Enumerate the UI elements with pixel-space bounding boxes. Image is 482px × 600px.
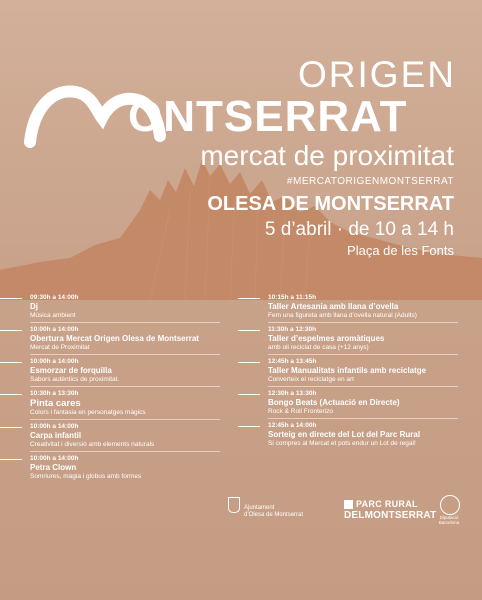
- divider: [30, 451, 220, 452]
- schedule-time: 12:30h a 13:30h: [268, 390, 317, 397]
- bullet-dash-icon: [238, 298, 260, 299]
- divider: [268, 386, 458, 387]
- schedule-item: [268, 358, 468, 384]
- brand-tagline: mercat de proximitat: [200, 140, 454, 171]
- divider: [30, 322, 220, 323]
- parc-rural-logo: [344, 499, 437, 525]
- schedule-title: Taller d’espelmes aromàtiques: [268, 334, 385, 343]
- bullet-dash-icon: [0, 330, 22, 331]
- schedule-time: 10:00h a 14:00h: [30, 423, 79, 430]
- bullet-dash-icon: [0, 394, 22, 395]
- schedule-item: [30, 326, 230, 352]
- schedule-right-column: [268, 294, 468, 454]
- bullet-dash-icon: [0, 362, 22, 363]
- diputacio-emblem-icon: [440, 495, 460, 515]
- schedule-time: 10:30h a 13:30h: [30, 390, 79, 397]
- schedule-time: 12:45h a 14:00h: [268, 422, 317, 429]
- schedule-title: Sorteig en directe del Lot del Parc Rural: [268, 430, 421, 439]
- schedule-item: [268, 294, 468, 320]
- bullet-dash-icon: [0, 298, 22, 299]
- event-town: OLESA DE MONTSERRAT: [207, 193, 454, 215]
- schedule-desc: Colors i fantasia en personatges màgics: [30, 409, 146, 416]
- schedule-time: 12:45h a 13:45h: [268, 358, 317, 365]
- schedule-desc: Música ambient: [30, 312, 76, 319]
- schedule-desc: Si compres al Mercat et pots endur un Lot de regal!: [268, 440, 416, 447]
- schedule-time: 10:00h a 14:00h: [30, 326, 79, 333]
- schedule-desc: Somriures, màgia i globus amb formes: [30, 473, 142, 480]
- logo-text: PARC RURAL: [356, 499, 418, 509]
- brand-montserrat-word: ONTSERRAT: [128, 92, 408, 141]
- schedule-desc: Rock & Roll Fronterizo: [268, 408, 334, 415]
- divider: [268, 354, 458, 355]
- schedule-title: Obertura Mercat Origen Olesa de Montserrat: [30, 334, 199, 343]
- event-date: 5 d’abril · de 10 a 14 h: [264, 219, 454, 240]
- bullet-dash-icon: [238, 362, 260, 363]
- schedule-desc: Converteix el reciclatge en art: [268, 376, 354, 383]
- brand-origen-word: ORIGEN: [298, 54, 456, 95]
- schedule-desc: Mercat de Proximitat: [30, 344, 90, 351]
- schedule-item: [30, 423, 230, 449]
- schedule-time: 09:30h a 14:00h: [30, 294, 79, 301]
- schedule-title: Taller Artesania amb llana d’ovella: [268, 302, 399, 311]
- schedule-desc: Creativitat i diversió amb elements naturals: [30, 441, 155, 448]
- crest-icon: [228, 497, 240, 513]
- schedule-time: 11:30h a 12:30h: [268, 326, 317, 333]
- schedule-left-column: [30, 294, 230, 487]
- schedule-title: Bongo Beats (Actuació en Directe): [268, 398, 400, 407]
- schedule-item: [268, 326, 468, 352]
- divider: [268, 418, 458, 419]
- schedule-item: [30, 455, 230, 481]
- schedule-time: 10:00h a 14:00h: [30, 455, 79, 462]
- logo-text: Diputació: [439, 515, 459, 520]
- schedule-title: Esmorzar de forquilla: [30, 366, 112, 375]
- schedule-desc: amb oli reciclat de casa (+12 anys): [268, 344, 369, 351]
- diputacio-barcelona-logo: [432, 495, 466, 529]
- ajuntament-olesa-logo: [226, 495, 316, 527]
- divider: [30, 354, 220, 355]
- schedule-title: Pinta cares: [30, 398, 81, 409]
- schedule-desc: Fem una figureta amb llana d’ovella natural (Adults): [268, 312, 417, 319]
- logo-text: Barcelona: [438, 520, 460, 525]
- bullet-dash-icon: [0, 427, 22, 428]
- divider: [268, 322, 458, 323]
- schedule-title: Taller Manualitats infantils amb reciclatge: [268, 366, 427, 375]
- bullet-dash-icon: [238, 426, 260, 427]
- schedule-title: Petra Clown: [30, 463, 77, 472]
- schedule-time: 10:00h a 14:00h: [30, 358, 79, 365]
- bullet-dash-icon: [0, 459, 22, 460]
- divider: [30, 419, 220, 420]
- schedule-title: Dj: [30, 302, 38, 311]
- divider: [30, 386, 220, 387]
- event-hashtag: #MERCATORIGENMONTSERRAT: [286, 176, 454, 187]
- bullet-dash-icon: [238, 394, 260, 395]
- schedule-item: [268, 390, 468, 416]
- sponsor-logos: [226, 495, 466, 527]
- event-place: Plaça de les Fonts: [347, 243, 454, 258]
- schedule-item: [30, 294, 230, 320]
- schedule-desc: Sabors autèntics de proximitat.: [30, 376, 120, 383]
- logo-text: Ajuntament: [244, 505, 275, 511]
- schedule-item: [30, 358, 230, 384]
- schedule-item: [30, 390, 230, 417]
- parc-rural-mark-icon: [344, 500, 353, 509]
- bullet-dash-icon: [238, 330, 260, 331]
- schedule-item: [268, 422, 468, 448]
- logo-text: DELMONTSERRAT: [344, 510, 437, 521]
- schedule-time: 10:15h a 11:15h: [268, 294, 317, 301]
- logo-text: d’Olesa de Montserrat: [244, 512, 304, 518]
- schedule-title: Carpa infantil: [30, 431, 82, 440]
